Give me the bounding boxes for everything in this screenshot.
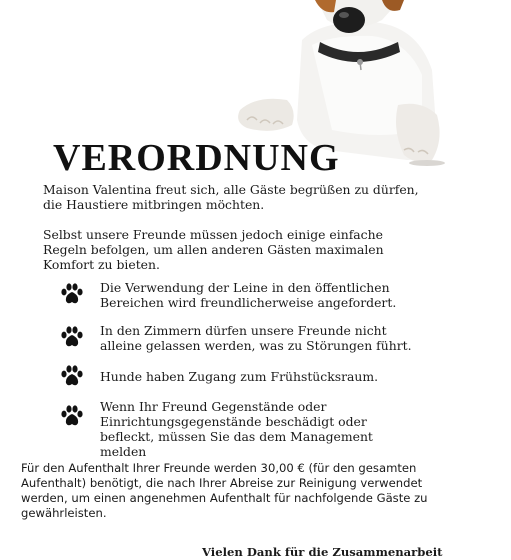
rule-text: Die Verwendung der Leine in den öffentlichen Bereichen wird freundlicherweise angefordert.	[100, 280, 397, 310]
fee-paragraph: Für den Aufenthalt Ihrer Freunde werden 30,00 € (für den gesamten Aufenthalt) benötigt, die nach Ihrer Abreise zur Reinigung verwendet werden, um einen angenehmen Aufenthalt für nachfolgende Gäste zu gewährleisten.	[21, 461, 428, 520]
intro-paragraph: Maison Valentina freut sich, alle Gäste begrüßen zu dürfen, die Haustiere mitbringen möchten.	[43, 182, 419, 212]
paw-icon	[60, 326, 84, 348]
page-title: VERORDNUNG	[53, 137, 340, 179]
rules-intro-paragraph: Selbst unsere Freunde müssen jedoch einige einfache Regeln befolgen, um allen anderen Gästen maximalen Komfort zu bieten.	[43, 227, 384, 272]
rule-text: In den Zimmern dürfen unsere Freunde nicht alleine gelassen werden, was zu Störungen führt.	[100, 323, 412, 353]
paw-icon	[60, 283, 84, 305]
thanks-line: Vielen Dank für die Zusammenarbeit	[202, 545, 443, 559]
paw-icon	[60, 405, 84, 427]
rule-text: Wenn Ihr Freund Gegenstände oder Einrichtungsgegenstände beschädigt oder befleckt, müssen Sie das dem Management melden	[100, 399, 373, 459]
rule-text: Hunde haben Zugang zum Frühstücksraum.	[100, 369, 379, 384]
paw-icon	[60, 365, 84, 387]
